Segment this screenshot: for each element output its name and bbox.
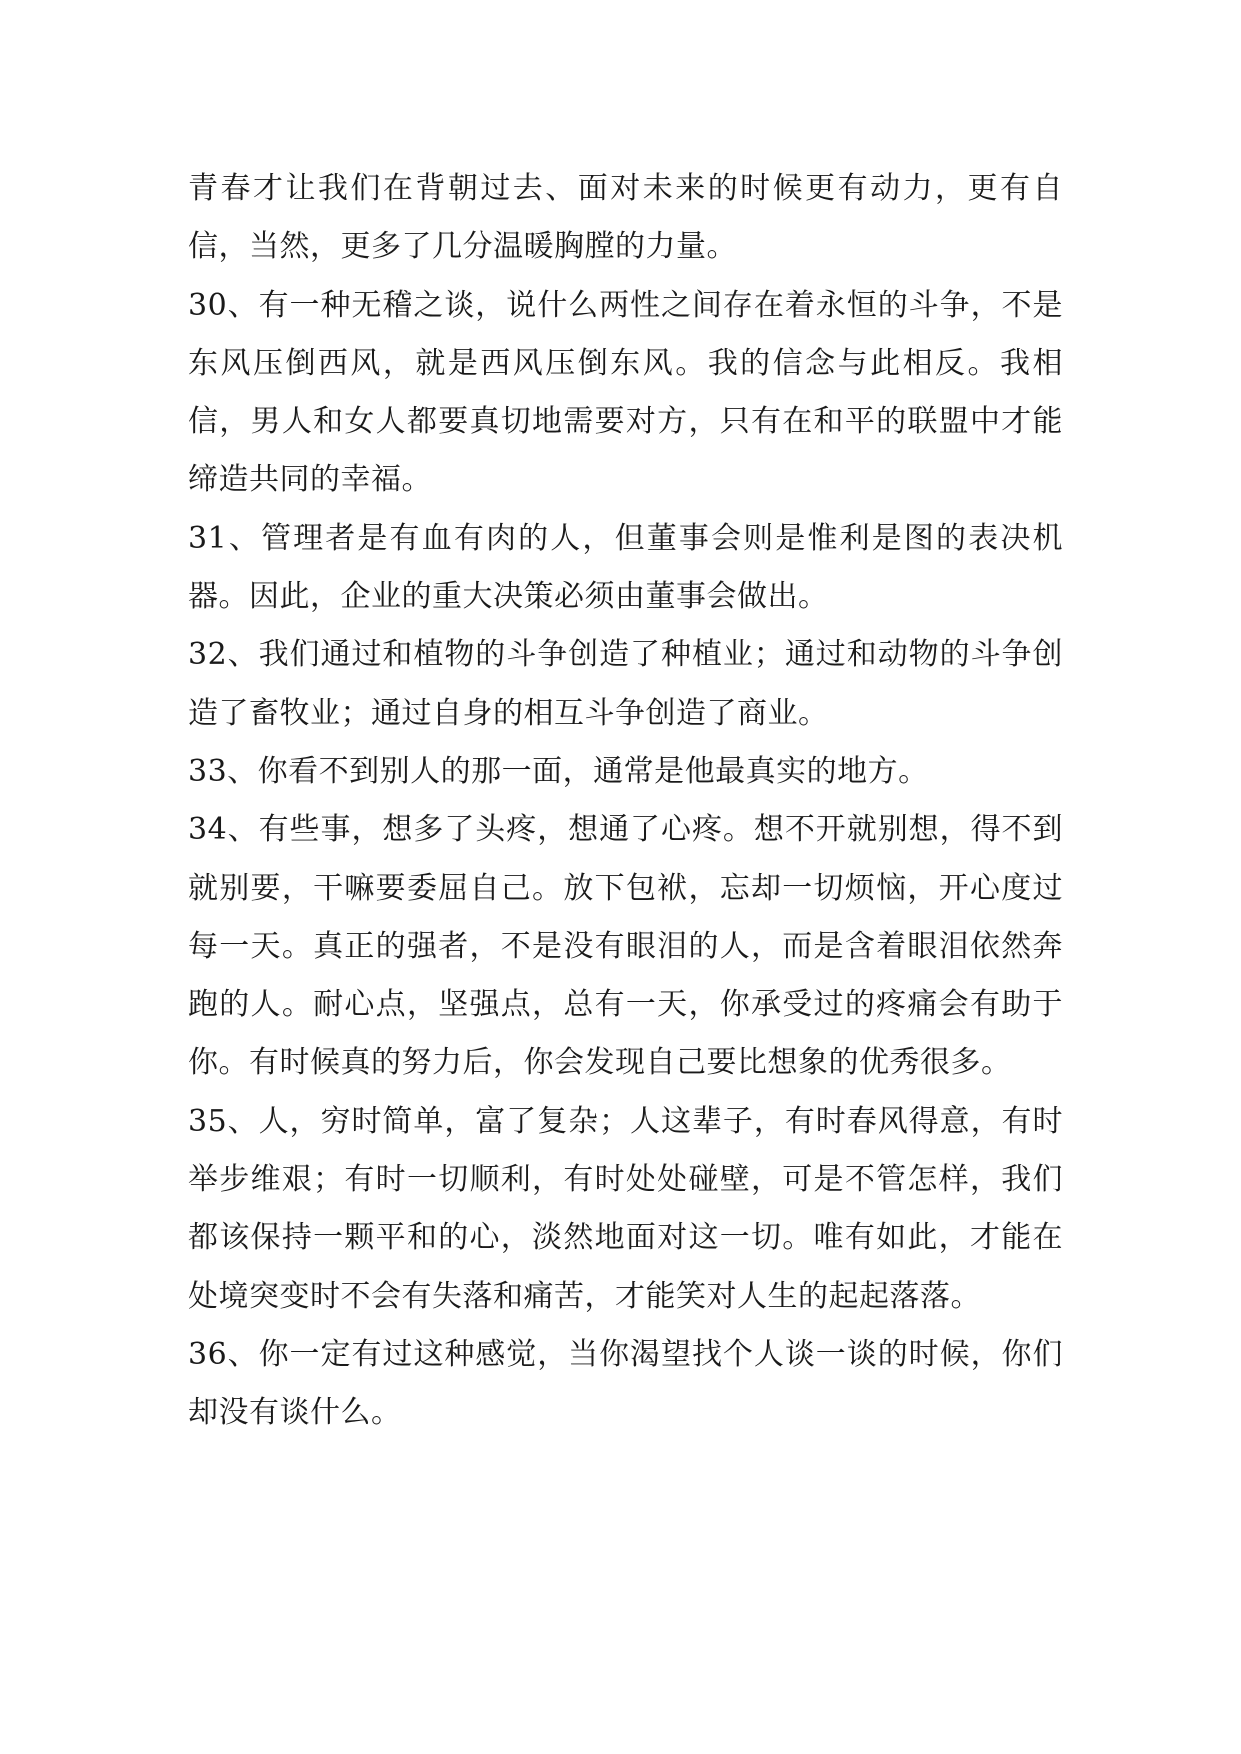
document-body [188,160,1063,1443]
paragraph-30: 30、有一种无稽之谈，说什么两性之间存在着永恒的斗争，不是东风压倒西风，就是西风压倒东风。我的信念与此相反。我相信，男人和女人都要真切地需要对方，只有在和平的联盟中才能缔造共同的幸福。 [188,287,1063,498]
paragraph-31: 31、管理者是有血有肉的人，但董事会则是惟利是图的表决机器。因此，企业的重大决策必须由董事会做出。 [188,520,1063,615]
paragraph-32: 32、我们通过和植物的斗争创造了种植业；通过和动物的斗争创造了畜牧业；通过自身的相互斗争创造了商业。 [188,637,1063,731]
paragraph-continuation: 青春才让我们在背朝过去、面对未来的时候更有动力，更有自信，当然，更多了几分温暖胸膛的力量。 [188,171,1063,265]
paragraph-34: 34、有些事，想多了头疼，想通了心疼。想不开就别想，得不到就别要，干嘛要委屈自己。放下包袱，忘却一切烦恼，开心度过每一天。真正的强者，不是没有眼泪的人，而是含着眼泪依然奔跑的人。耐心点，坚强点，总有一天，你承受过的疼痛会有助于你。有时候真的努力后，你会发现自己要比想象的优秀很多。 [188,812,1063,1081]
paragraph-36: 36、你一定有过这种感觉，当你渴望找个人谈一谈的时候，你们却没有谈什么。 [188,1336,1063,1431]
paragraph-35: 35、人，穷时简单，富了复杂；人这辈子，有时春风得意，有时举步维艰；有时一切顺利，有时处处碰壁，可是不管怎样，我们都该保持一颗平和的心，淡然地面对这一切。唯有如此，才能在处境突变时不会有失落和痛苦，才能笑对人生的起起落落。 [188,1103,1063,1314]
paragraph-33: 33、你看不到别人的那一面，通常是他最真实的地方。 [188,753,929,789]
